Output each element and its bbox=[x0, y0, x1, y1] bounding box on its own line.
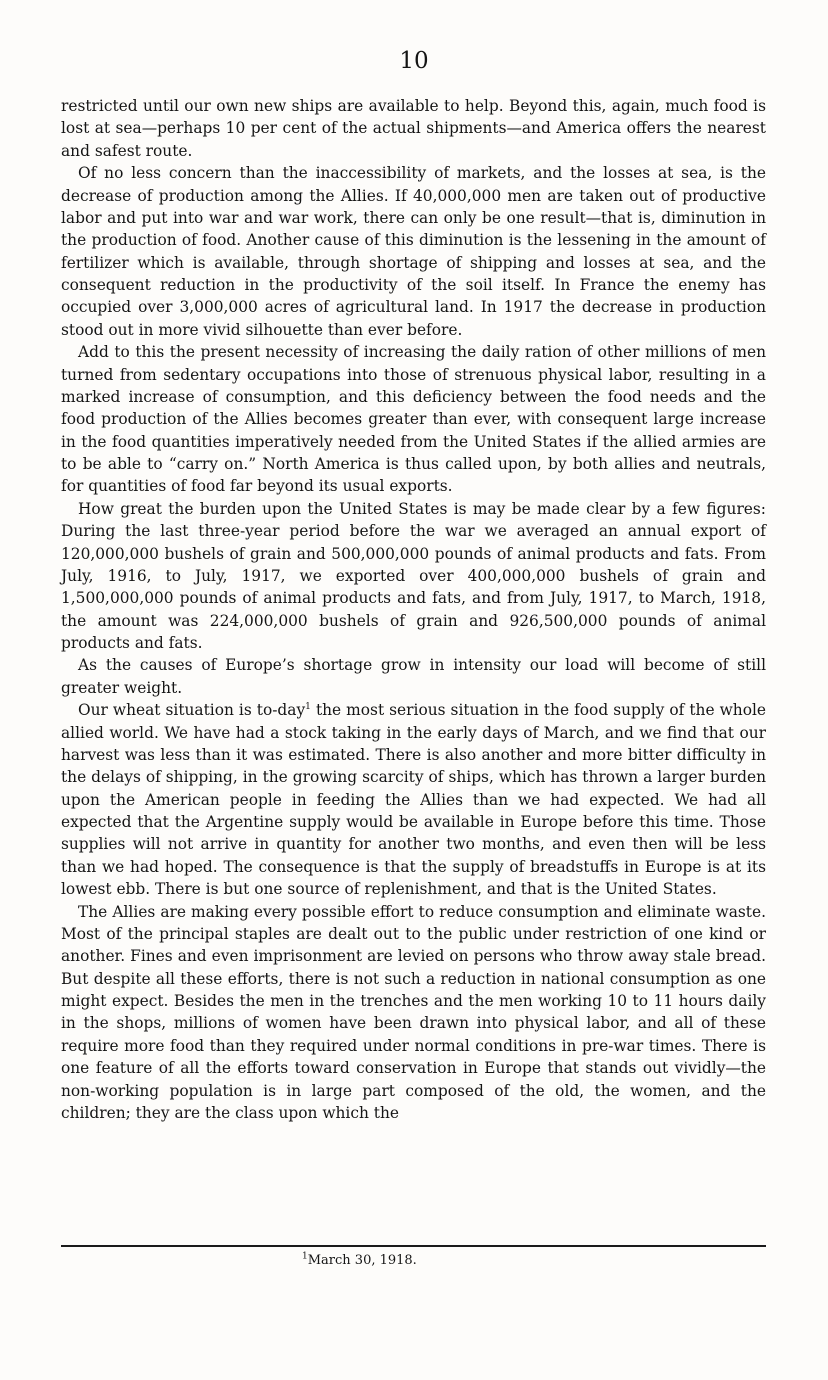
footnote-reference: 1 bbox=[305, 702, 311, 712]
wheat-text-before: Our wheat situation is to-day bbox=[78, 701, 306, 720]
footnote-text: March 30, 1918. bbox=[307, 1253, 417, 1268]
paragraph-continued: restricted until our own new ships are available to help. Beyond this, again, much food is lost at sea—perhaps 10 per cent of the actual shipments—and America offers the nearest and safest route. bbox=[61, 97, 766, 160]
paragraph-daily-ration: Add to this the present necessity of increasing the daily ration of other millions of men turned from sedentary occupations into those of strenuous physical labor, resulting in a marked increase of consumption, and this deficiency between the food needs and the food production of the Allies becomes greater than ever, with consequent large increase in the food quantities imperatively needed from the United States if the allied armies are to be able to “carry on.” North America is thus called upon, by both allies and neutrals, for quantities of food far beyond its usual exports. bbox=[61, 343, 766, 496]
footnote-rule bbox=[61, 1245, 766, 1247]
paragraph-allies-effort: The Allies are making every possible effort to reduce consumption and eliminate waste. Most of the principal staples are dealt out to the public under restriction of one kind or another. Fines and even imprisonment are levied on persons who throw away stale bread. But despite all these efforts, there is not such a reduction in national consumption as one might expect. Besides the men in the trenches and the men working 10 to 11 hours daily in the shops, millions of women have been drawn into physical labor, and all of these require more food than they required under normal conditions in pre-war times. There is one feature of all the efforts toward conservation in Europe that stands out vividly—the non-working population is in large part composed of the old, the women, and the children; they are the class upon which the bbox=[61, 902, 766, 1122]
paragraph-production-decrease: Of no less concern than the inaccessibility of markets, and the losses at sea, is the decrease of production among the Allies. If 40,000,000 men are taken out of productive labor and put into war and war work, there can only be one result—that is, diminution in the production of food. Another cause of this diminution is the lessening in the amount of fertilizer which is available, through shortage of shipping and losses at sea, and the consequent reduction in the productivity of the soil itself. In France the enemy has occupied over 3,000,000 acres of agricultural land. In 1917 the decrease in production stood out in more vivid silhouette than ever before. bbox=[61, 164, 766, 339]
body-text bbox=[61, 95, 766, 1124]
footnote bbox=[302, 1253, 417, 1268]
wheat-text-after: the most serious situation in the food supply of the whole allied world. We have had a stock taking in the early days of March, and we find that our harvest was less than it was estimated. There is also another and more bitter difficulty in the delays of shipping, in the growing scarcity of ships, which has thrown a larger burden upon the American people in feeding the Allies than we had expected. We had all expected that the Argentine supply would be available in Europe before this time. Those supplies will not arrive in quantity for another two months, and even then will be less than we had hoped. The consequence is that the supply of breadstuffs in Europe is at its lowest ebb. There is but one source of replenishment, and that is the United States. bbox=[61, 701, 766, 899]
page-number: 10 bbox=[399, 48, 429, 74]
footnote-marker: 1 bbox=[302, 1251, 308, 1262]
paragraph-export-figures: How great the burden upon the United States is may be made clear by a few figures: During the last three-year period before the war we averaged an annual export of 120,000,000 bushels of grain and 500,000,000 pounds of animal products and fats. From July, 1916, to July, 1917, we exported over 400,000,000 bushels of grain and 1,500,000,000 pounds of animal products and fats, and from July, 1917, to March, 1918, the amount was 224,000,000 bushels of grain and 926,500,000 pounds of animal products and fats. bbox=[61, 499, 766, 652]
paragraph-shortage-causes: As the causes of Europe’s shortage grow in intensity our load will become of still greater weight. bbox=[61, 656, 766, 697]
paragraph-wheat-situation bbox=[61, 699, 766, 900]
